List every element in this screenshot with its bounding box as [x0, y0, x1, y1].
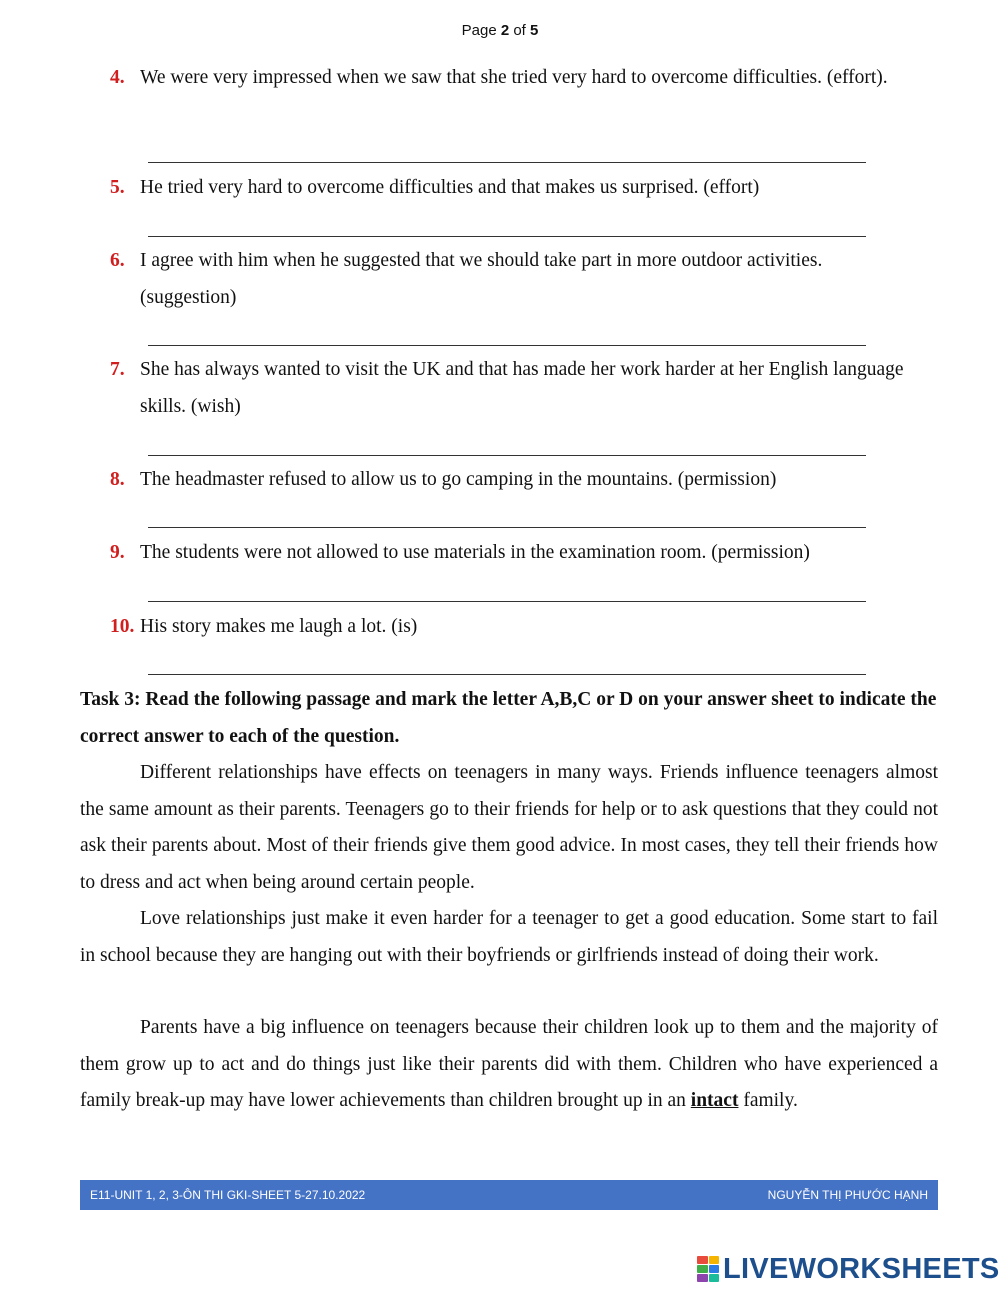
logo-blocks-icon	[697, 1256, 719, 1282]
keyword-intact: intact	[690, 1090, 739, 1111]
question-text: We were very impressed when we saw that she tried very hard to overcome difficulties. (effort).	[140, 67, 888, 88]
footer-right: NGUYỄN THỊ PHƯỚC HẠNH	[767, 1188, 928, 1202]
paragraph-3-end: family.	[738, 1090, 798, 1111]
question-text: She has always wanted to visit the UK and that has made her work harder at her English language skills. (wish)	[140, 359, 904, 417]
passage-paragraph-3	[80, 1010, 938, 1120]
task-3-title: Task 3: Read the following passage and mark the letter A,B,C or D on your answer sheet to indicate the correct answer to each of the question.	[80, 689, 937, 747]
answer-line-4[interactable]	[148, 162, 866, 163]
answer-line-10[interactable]	[148, 674, 866, 675]
question-text: I agree with him when he suggested that we should take part in more outdoor activities. (suggestion)	[140, 250, 823, 308]
answer-line-5[interactable]	[148, 236, 866, 237]
answer-line-9[interactable]	[148, 601, 866, 602]
question-number: 6.	[110, 250, 125, 271]
question-text: His story makes me laugh a lot. (is)	[140, 616, 418, 637]
paragraph-3-text: Parents have a big influence on teenagers because their children look up to them and the majority of them grow up to act and do things just like their parents did with them. Children who have experienced a family break-up may have lower achievements than children brought up in an	[80, 1017, 938, 1111]
footer-left: E11-UNIT 1, 2, 3-ÔN THI GKI-SHEET 5-27.10.2022	[90, 1188, 366, 1202]
question-text: The students were not allowed to use materials in the examination room. (permission)	[140, 542, 810, 563]
page-total: 5	[530, 22, 539, 39]
question-number: 7.	[110, 359, 125, 380]
question-number: 5.	[110, 177, 125, 198]
page-of: of	[509, 22, 531, 39]
question-number: 4.	[110, 67, 125, 88]
question-number: 9.	[110, 542, 125, 563]
question-number: 8.	[110, 469, 125, 490]
liveworksheets-logo	[697, 1253, 1000, 1285]
question-number: 10.	[110, 616, 135, 637]
passage-paragraph-2: Love relationships just make it even harder for a teenager to get a good education. Some start to fail in school because they are hanging out with their boyfriends or girlfriends instead of doing their work.	[80, 908, 938, 966]
question-text: He tried very hard to overcome difficulties and that makes us surprised. (effort)	[140, 177, 760, 198]
answer-line-6[interactable]	[148, 345, 866, 346]
footer-bar	[80, 1180, 938, 1210]
logo-text: LIVEWORKSHEETS	[723, 1252, 1000, 1285]
question-text: The headmaster refused to allow us to go camping in the mountains. (permission)	[140, 469, 777, 490]
page-current: 2	[500, 22, 510, 39]
answer-line-7[interactable]	[148, 455, 866, 456]
passage-paragraph-1: Different relationships have effects on teenagers in many ways. Friends influence teenagers almost the same amount as their parents. Teenagers go to their friends for help or to ask questions that they could not ask their parents about. Most of their friends give them good advice. In most cases, they tell their friends how to dress and act when being around certain people.	[80, 762, 938, 893]
page-label: Page	[461, 22, 501, 39]
page-header	[0, 22, 1000, 39]
answer-line-8[interactable]	[148, 527, 866, 528]
